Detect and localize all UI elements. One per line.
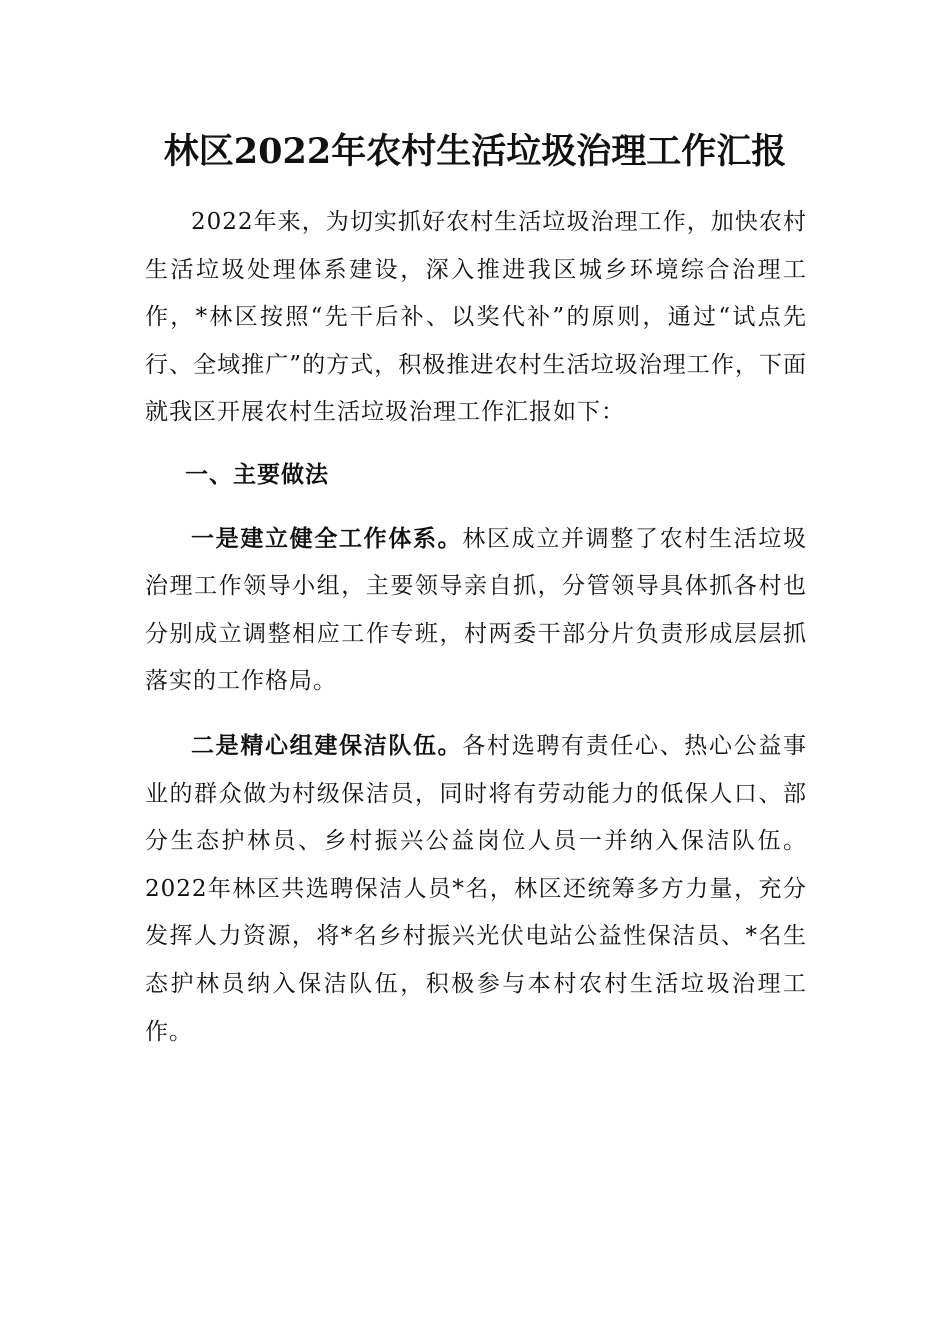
- item-2-text: 各村选聘有责任心、热心公益事业的群众做为村级保洁员，同时将有劳动能力的低保人口、部分生态护林员、乡村振兴公益岗位人员一并纳入保洁队伍。2022年林区共选聘保洁人员*名，林区还统筹多方力量，充分发挥人力资源，将*名乡村振兴光伏电站公益性保洁员、*名生态护林员纳入保洁队伍，积极参与本村农村生活垃圾治理工作。: [145, 732, 808, 1045]
- item-1-lead: 一是建立健全工作体系。: [191, 524, 463, 552]
- item-1-paragraph: [145, 515, 807, 706]
- item-1-text: 林区成立并调整了农村生活垃圾治理工作领导小组，主要领导亲自抓，分管领导具体抓各村也分别成立调整相应工作专班，村两委干部分片负责形成层层抓落实的工作格局。: [145, 525, 808, 695]
- spacer: [145, 437, 807, 451]
- document-title: 林区2022年农村生活垃圾治理工作汇报: [163, 131, 787, 172]
- spacer: [145, 706, 807, 722]
- section-heading-main-practices: 一、主要做法: [185, 460, 329, 488]
- item-2-paragraph: [145, 722, 807, 1056]
- item-2-lead: 二是精心组建保洁队伍。: [191, 731, 463, 759]
- spacer: [145, 499, 807, 515]
- document-body: [145, 199, 807, 1056]
- intro-paragraph: 2022年来，为切实抓好农村生活垃圾治理工作，加快农村生活垃圾处理体系建设，深入推进我区城乡环境综合治理工作，*林区按照“先干后补、以奖代补”的原则，通过“试点先行、全域推广”的方式，积极推进农村生活垃圾治理工作，下面就我区开展农村生活垃圾治理工作汇报如下：: [145, 209, 807, 426]
